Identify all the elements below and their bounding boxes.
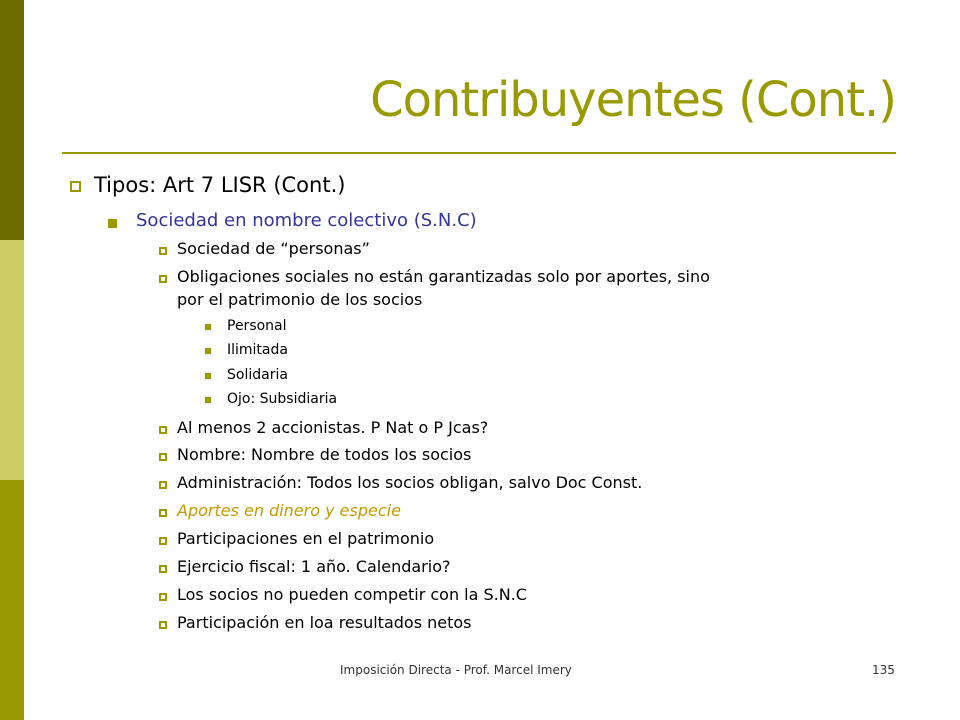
bullet-square-outline-icon bbox=[159, 621, 167, 629]
bullet-small-square-icon bbox=[205, 348, 211, 354]
bullet-level3-text: Administración: Todos los socios obligan, salvo Doc Const. bbox=[177, 473, 643, 492]
bullet-square-outline-icon bbox=[159, 247, 167, 255]
bullet-level2-text: Sociedad en nombre colectivo (S.N.C) bbox=[136, 210, 477, 231]
bullet-level4-text: Personal bbox=[227, 318, 287, 334]
bullet-level3-text: Participación en loa resultados netos bbox=[177, 613, 472, 632]
side-bar-top bbox=[0, 0, 24, 240]
bullet-small-square-icon bbox=[205, 373, 211, 379]
bullet-level3-text: Los socios no pueden competir con la S.N.C bbox=[177, 585, 527, 604]
slide-footer: Imposición Directa - Prof. Marcel Imery bbox=[340, 663, 572, 677]
bullet-square-outline-icon bbox=[159, 275, 167, 283]
bullet-level3-text: Nombre: Nombre de todos los socios bbox=[177, 445, 472, 464]
bullet-square-outline-icon bbox=[159, 537, 167, 545]
slide-title: Contribuyentes (Cont.) bbox=[370, 72, 896, 128]
bullet-square-outline-icon bbox=[70, 181, 81, 192]
bullet-level3-text-highlight: Aportes en dinero y especie bbox=[177, 501, 401, 520]
bullet-square-outline-icon bbox=[159, 593, 167, 601]
side-bar-middle bbox=[0, 240, 24, 480]
bullet-level3-text: Sociedad de “personas” bbox=[177, 239, 370, 258]
bullet-square-solid-icon bbox=[108, 219, 117, 228]
bullet-level4-text: Ojo: Subsidiaria bbox=[227, 391, 338, 407]
bullet-level4-text: Ilimitada bbox=[227, 342, 288, 358]
bullet-square-outline-icon bbox=[159, 565, 167, 573]
bullet-square-outline-icon bbox=[159, 426, 167, 434]
bullet-square-outline-icon bbox=[159, 453, 167, 461]
bullet-level3-text: Ejercicio fiscal: 1 año. Calendario? bbox=[177, 557, 451, 576]
bullet-small-square-icon bbox=[205, 324, 211, 330]
bullet-level4-text: Solidaria bbox=[227, 367, 288, 383]
bullet-square-outline-icon bbox=[159, 509, 167, 517]
slide-number: 135 bbox=[872, 663, 895, 677]
bullet-level1-text: Tipos: Art 7 LISR (Cont.) bbox=[94, 173, 346, 197]
bullet-level3-text: Al menos 2 accionistas. P Nat o P Jcas? bbox=[177, 418, 489, 437]
title-divider bbox=[62, 152, 896, 154]
bullet-level3-text-continued: por el patrimonio de los socios bbox=[177, 290, 423, 309]
side-bar-bottom bbox=[0, 480, 24, 720]
bullet-level3-text: Obligaciones sociales no están garantizadas solo por aportes, sino bbox=[177, 267, 710, 286]
bullet-level3-text: Participaciones en el patrimonio bbox=[177, 529, 435, 548]
bullet-small-square-icon bbox=[205, 397, 211, 403]
bullet-square-outline-icon bbox=[159, 481, 167, 489]
